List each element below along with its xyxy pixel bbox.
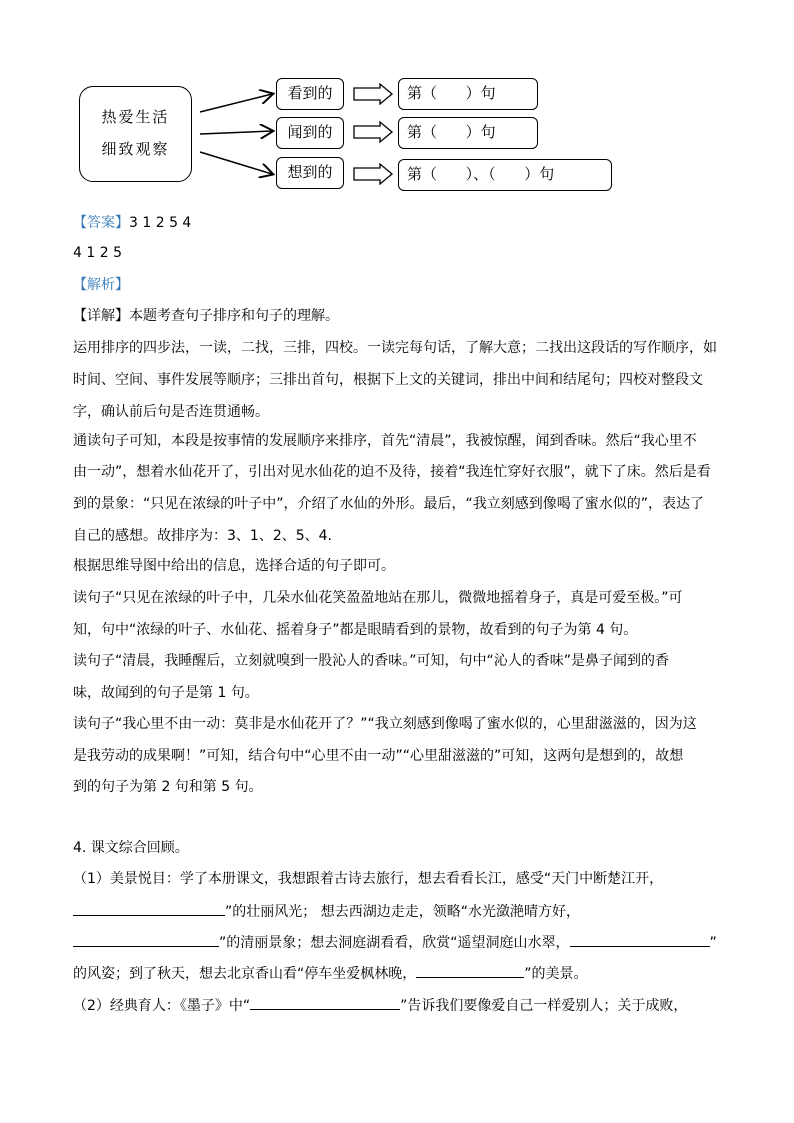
analysis-line: 由一动”，想着水仙花开了，引出对见水仙花的迫不及待，接着“我连忙穿好衣服”，就下了床。然后是看 [73, 464, 711, 480]
answer-box-smell: 第（ ）句 [398, 117, 538, 149]
answer-line [73, 213, 733, 233]
double-arrow-3 [354, 164, 392, 184]
answer-tag: 【答案】 [73, 215, 129, 231]
answer-line2: 4 1 2 5 [73, 245, 122, 261]
arrow-to-smell [200, 131, 272, 134]
q4-p2-text2: ”告诉我们要像爱自己一样爱别人；关于成败， [400, 998, 688, 1014]
branch-smell: 闻到的 [276, 117, 344, 149]
analysis-line: 根据思维导图中给出的信息，选择合适的句子即可。 [73, 558, 395, 574]
center-line1: 热爱生活 [101, 108, 170, 126]
analysis-line: 运用排序的四步法，一读，二找，三排，四校。一读完每句话，了解大意；二找出这段话的写作顺序，如 [73, 340, 717, 356]
fill-blank[interactable] [73, 932, 219, 947]
q4-p1-text3: ”的清丽景象；想去洞庭湖看看，欣赏“遥望洞庭山水翠， [219, 935, 570, 951]
fill-blank[interactable] [73, 901, 225, 916]
question4-title: 4. 课文综合回顾。 [73, 840, 189, 856]
branch-see: 看到的 [276, 78, 344, 110]
q4-p1-line3 [73, 932, 733, 953]
q4-p1-text4-end: ”的美景。 [524, 966, 588, 982]
analysis-line: 读句子“我心里不由一动：莫非是水仙花开了？”“我立刻感到像喝了蜜水似的，心里甜滋滋的，因为这 [73, 716, 697, 732]
answer-box-think: 第（ ）、（ ）句 [398, 159, 612, 191]
q4-p2-line1 [73, 995, 733, 1016]
q4-p1-text3-end: ” [709, 935, 717, 951]
detail-tag: 【详解】 [73, 308, 129, 324]
diagram-arrows [0, 0, 794, 200]
detail-text: 本题考查句子排序和句子的理解。 [129, 308, 339, 324]
analysis-line: 读句子“清晨，我睡醒后，立刻就嗅到一股沁人的香味。”可知，句中“沁人的香味”是鼻子闻到的香 [73, 653, 670, 669]
q4-p1-line4 [73, 963, 733, 984]
analysis-line: 到的句子为第 2 句和第 5 句。 [73, 779, 263, 795]
analysis-line: 时间、空间、事件发展等顺序；三排出首句，根据下上文的关键词，排出中间和结尾句；四校对整段文 [73, 372, 703, 388]
answer-box-see: 第（ ）句 [398, 78, 538, 110]
analysis-line: 通读句子可知，本段是按事情的发展顺序来排序，首先“清晨”，我被惊醒，闻到香味。然后“我心里不 [73, 433, 697, 449]
detail-line [73, 306, 733, 326]
fill-blank[interactable] [250, 995, 400, 1010]
q4-p1-text2: ”的壮丽风光； 想去西湖边走走，领略“水光潋滟晴方好， [225, 904, 580, 920]
q4-p1-line2 [73, 901, 733, 922]
arrow-to-see [200, 94, 272, 112]
q4-p1-line1: （1）美景悦目：学了本册课文，我想跟着古诗去旅行，想去看看长江，感受“天门中断楚江开， [73, 871, 664, 887]
q4-p2-text1: （2）经典育人：《墨子》中“ [73, 998, 251, 1014]
analysis-line: 自己的感想。故排序为：3、1、2、5、4. [73, 528, 332, 544]
analysis-line: 知，句中“浓绿的叶子、水仙花、摇着身子”都是眼睛看到的景物，故看到的句子为第 4 句。 [73, 622, 638, 638]
center-line2: 细致观察 [101, 140, 170, 158]
fill-blank[interactable] [570, 932, 710, 947]
analysis-line: 味，故闻到的句子是第 1 句。 [73, 685, 259, 701]
double-arrow-2 [354, 122, 392, 142]
analysis-line: 到的景象：“只见在浓绿的叶子中”，介绍了水仙的外形。最后，“我立刻感到像喝了蜜水似的”，表达了 [73, 496, 705, 512]
double-arrow-1 [354, 84, 392, 104]
fill-blank[interactable] [416, 963, 524, 978]
branch-think: 想到的 [276, 157, 344, 189]
analysis-line: 读句子“只见在浓绿的叶子中，几朵水仙花笑盈盈地站在那儿，微微地摇着身子，真是可爱至极。”可 [73, 590, 683, 606]
answer-values: 3 1 2 5 4 [129, 215, 192, 231]
q4-p1-text4: 的风姿；到了秋天，想去北京香山看“停车坐爱枫林晚， [73, 966, 417, 982]
analysis-tag: 【解析】 [73, 277, 129, 293]
analysis-line: 是我劳动的成果啊！”可知，结合句中“心里不由一动”“心里甜滋滋的”可知，这两句是想到的，故想 [73, 748, 684, 764]
arrow-to-think [200, 152, 272, 174]
analysis-line: 字，确认前后句是否连贯通畅。 [73, 404, 269, 420]
